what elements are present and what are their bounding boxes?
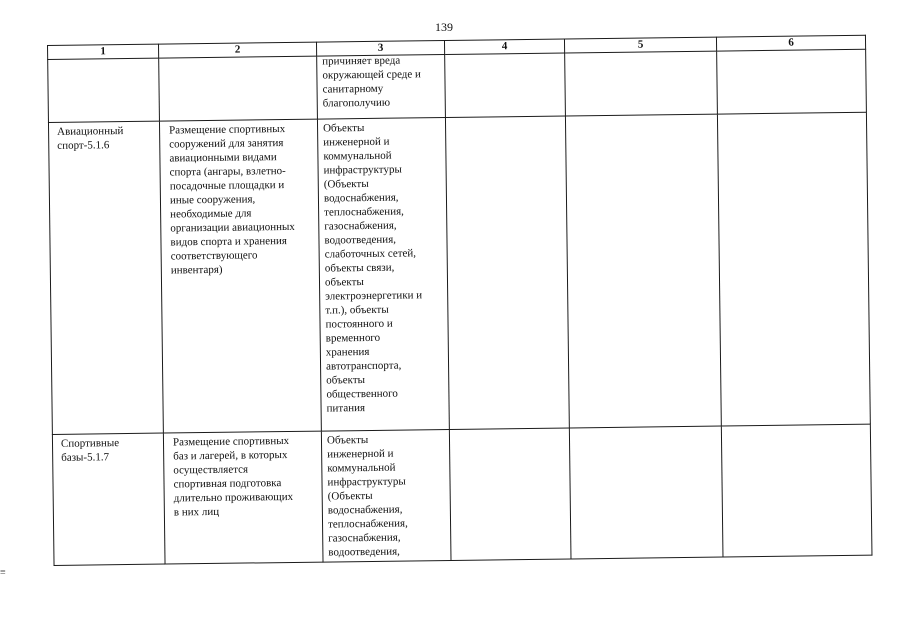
table-cell-col5 (565, 114, 721, 428)
table-row (48, 49, 867, 122)
table-row (52, 424, 872, 565)
table-cell-name (48, 58, 160, 122)
table-cell-col4 (445, 116, 569, 429)
table-cell-description: Размещение спортивных сооружений для занятия авиационными видами спорта (ангары, взлетно- посадочные площадки и иные сооружения, необходимые для организации авиационных видов спорта и хранения соответствующего инвентаря) (159, 119, 321, 433)
column-header-6: 6 (716, 35, 865, 51)
table-cell-objects: Объекты инженерной и коммунальной инфраструктуры (Объекты водоснабжения, теплоснабжения, газоснабжения, водоотведения, (321, 429, 451, 562)
table-cell-description (159, 56, 318, 121)
table-cell-name: Спортивные базы-5.1.7 (52, 433, 165, 565)
table-cell-col6 (717, 49, 867, 114)
table-cell-col5 (565, 51, 718, 116)
table-cell-col4 (445, 53, 566, 118)
column-header-3: 3 (316, 41, 444, 57)
table-cell-col4 (449, 428, 571, 560)
zoning-table (47, 35, 872, 566)
page-number: 139 (435, 20, 453, 34)
table-cell-name: Авиационный спорт-5.1.6 (48, 121, 163, 434)
table-cell-col6 (717, 112, 870, 426)
column-header-4: 4 (444, 39, 564, 55)
zoning-table-container (47, 35, 872, 572)
table-cell-objects: причиняет вреда окружающей среде и санитарному благополучию (317, 55, 446, 120)
table-cell-col6 (721, 424, 872, 557)
column-header-5: 5 (564, 37, 716, 53)
column-header-1: 1 (48, 44, 159, 59)
column-header-2: 2 (158, 42, 316, 58)
table-row (48, 112, 870, 434)
margin-binding-marks: ≡ (0, 567, 6, 578)
table-cell-col5 (569, 426, 723, 559)
table-cell-description: Размещение спортивных баз и лагерей, в которых осуществляется спортивная подготовка длительно проживающих в них лиц (163, 431, 323, 564)
table-cell-objects: Объекты инженерной и коммунальной инфраструктуры (Объекты водоснабжения, теплоснабжения, газоснабжения, водоотведения, слаботочных сетей, объекты связи, объекты электроэнергетики и т.п.), объекты постоянного и временного хранения автотранспорта, объекты общественного питания (317, 117, 449, 431)
